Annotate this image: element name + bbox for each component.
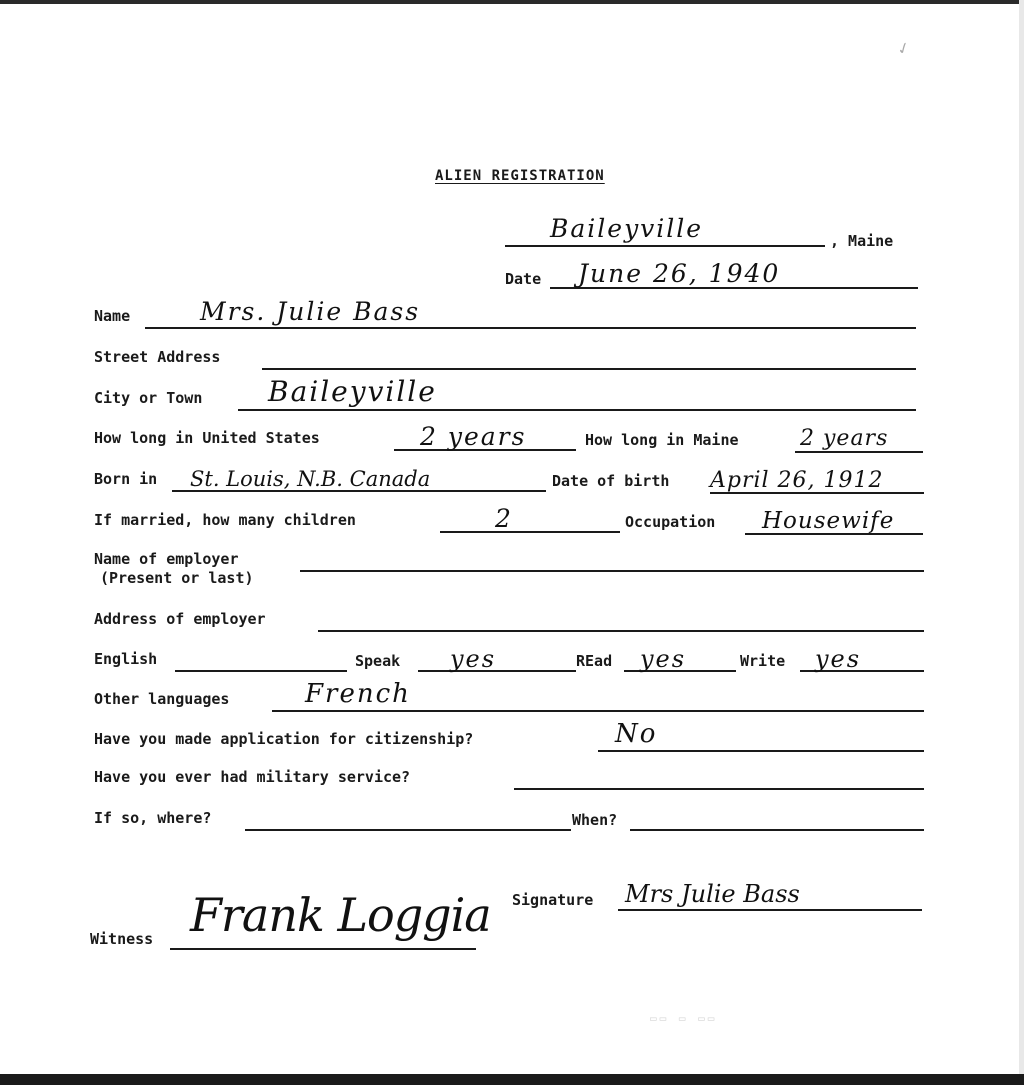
employer-address-line [318, 630, 924, 632]
military-line [514, 788, 924, 790]
town-line [505, 245, 825, 247]
citizenship-value: No [615, 719, 658, 749]
name-label: Name [94, 307, 131, 325]
employer-label: Name of employer [94, 550, 239, 568]
dob-label: Date of birth [552, 472, 670, 490]
city-label: City or Town [94, 389, 203, 407]
witness-line [170, 948, 476, 950]
speak-label: Speak [355, 652, 401, 670]
born-label: Born in [94, 470, 158, 488]
date-label: Date [505, 270, 542, 288]
occupation-label: Occupation [625, 513, 716, 531]
read-value: yes [640, 645, 687, 673]
how-long-us-label: How long in United States [94, 429, 320, 447]
witness-signature: Frank Loggia [190, 888, 491, 942]
scan-edge-right [1019, 0, 1024, 1085]
write-value: yes [815, 645, 862, 673]
faint-stamp: ▭▭ ▭ ▭▭ [650, 1012, 718, 1025]
write-label: Write [740, 652, 786, 670]
other-languages-line [272, 710, 924, 712]
city-value: Baileyville [268, 375, 437, 408]
other-languages-label: Other languages [94, 690, 230, 708]
english-line [175, 670, 347, 672]
when-label: When? [572, 811, 618, 829]
children-value: 2 [495, 504, 513, 533]
occupation-value: Housewife [762, 508, 895, 534]
how-long-maine-value: 2 years [800, 426, 889, 451]
street-line [262, 368, 916, 370]
children-line [440, 531, 620, 533]
scan-edge-bottom [0, 1074, 1024, 1085]
english-label: English [94, 650, 158, 668]
check-mark: ✓ [894, 36, 913, 61]
employer-line [300, 570, 924, 572]
how-long-us-value: 2 years [420, 422, 527, 451]
citizenship-label: Have you made application for citizenship? [94, 730, 474, 748]
how-long-maine-label: How long in Maine [585, 431, 739, 449]
form-title: ALIEN REGISTRATION [435, 168, 605, 184]
other-languages-value: French [305, 679, 411, 709]
name-line [145, 327, 916, 329]
speak-value: yes [450, 645, 497, 673]
signature-label: Signature [512, 891, 594, 909]
witness-label: Witness [90, 930, 154, 948]
city-line [238, 409, 916, 411]
speak-line [418, 670, 576, 672]
born-value: St. Louis, N.B. Canada [190, 467, 431, 491]
employer-address-label: Address of employer [94, 610, 266, 628]
signature-value: Mrs Julie Bass [625, 880, 800, 908]
where-label: If so, where? [94, 809, 212, 827]
town-value: Baileyville [550, 214, 704, 243]
employer-sub-label: (Present or last) [100, 569, 254, 587]
date-value: June 26, 1940 [578, 259, 781, 288]
state-label: , Maine [830, 232, 894, 250]
where-line [245, 829, 571, 831]
dob-value: April 26, 1912 [710, 468, 884, 493]
military-label: Have you ever had military service? [94, 768, 411, 786]
street-label: Street Address [94, 348, 221, 366]
citizenship-line [598, 750, 924, 752]
signature-line [618, 909, 922, 911]
scan-edge-top [0, 0, 1024, 4]
when-line [630, 829, 924, 831]
name-value: Mrs. Julie Bass [200, 297, 421, 326]
children-label: If married, how many children [94, 511, 356, 529]
read-label: REad [576, 652, 613, 670]
